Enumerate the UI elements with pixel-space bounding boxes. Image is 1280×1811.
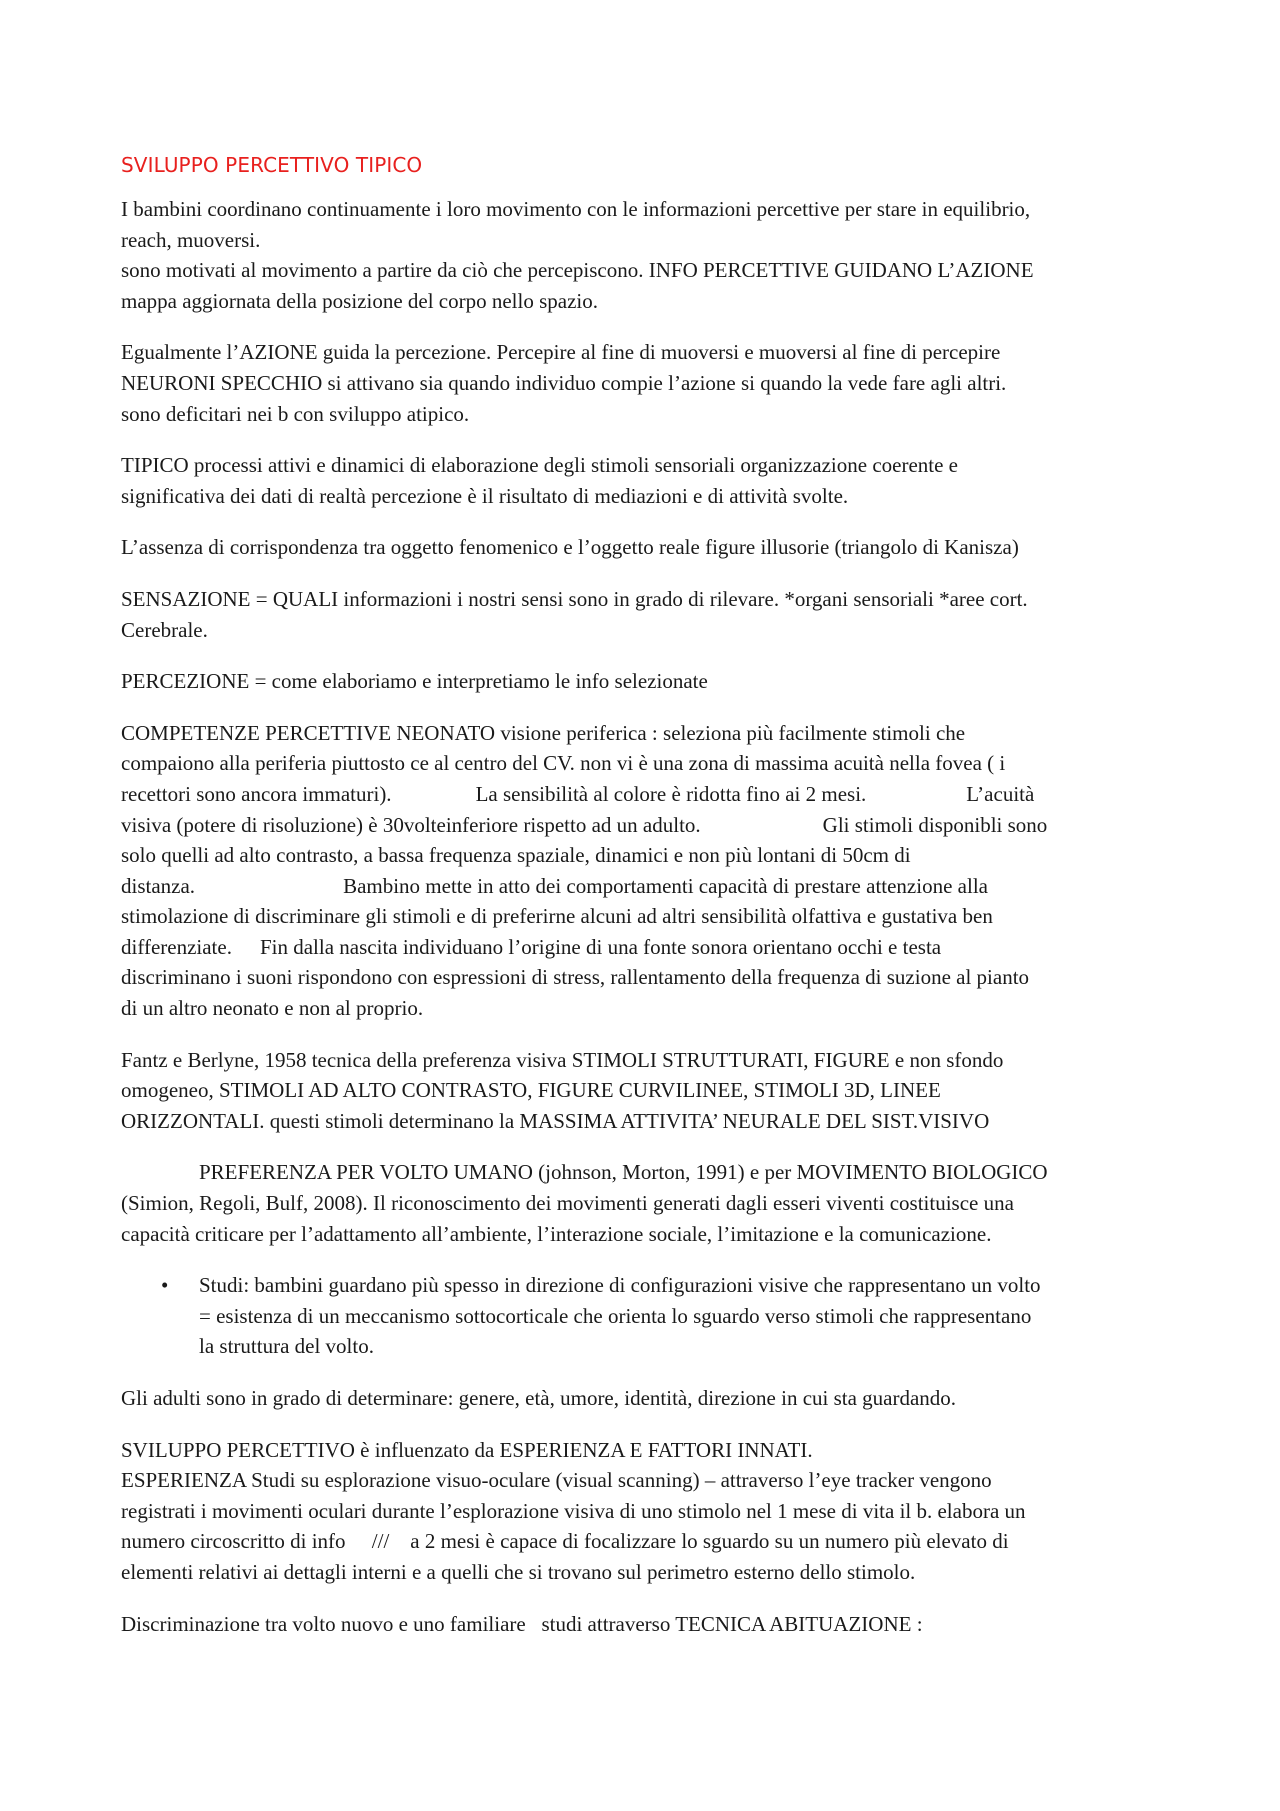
list-item	[121, 1270, 1166, 1362]
text-line: solo quelli ad alto contrasto, a bassa frequenza spaziale, dinamici e non più lontani di 50cm di	[121, 843, 911, 868]
text-line: significativa dei dati di realtà percezione è il risultato di mediazioni e di attività svolte.	[121, 483, 849, 508]
text-line: SVILUPPO PERCETTIVO è influenzato da ESPERIENZA E FATTORI INNATI.	[121, 1437, 813, 1462]
paragraph-5	[121, 584, 1166, 645]
text-segment: Gli stimoli disponibli sono	[822, 812, 1048, 837]
text-line: Fantz e Berlyne, 1958 tecnica della preferenza visiva STIMOLI STRUTTURATI, FIGURE e non sfondo	[121, 1047, 1004, 1072]
text-segment: differenziate.	[121, 934, 232, 959]
text-line: NEURONI SPECCHIO si attivano sia quando individuo compie l’azione si quando la vede fare agli altri.	[121, 370, 1007, 395]
text-line: registrati i movimenti oculari durante l’esplorazione visiva di uno stimolo nel 1 mese di vita il b. elabora un	[121, 1498, 1026, 1523]
text-line: ORIZZONTALI. questi stimoli determinano la MASSIMA ATTIVITA’ NEURALE DEL SIST.VISIVO	[121, 1108, 990, 1133]
paragraph-3	[121, 450, 1166, 511]
text-line: elementi relativi ai dettagli interni e a quelli che si trovano sul perimetro esterno dello stimolo.	[121, 1559, 916, 1584]
text-line: sono motivati al movimento a partire da ciò che percepiscono. INFO PERCETTIVE GUIDANO L’AZIONE	[121, 258, 1034, 283]
text-line: di un altro neonato e non al proprio.	[121, 996, 424, 1021]
text-line: compaiono alla periferia piuttosto ce al centro del CV. non vi è una zona di massima acuità nella fovea ( i	[121, 751, 1006, 776]
text-line: Egualmente l’AZIONE guida la percezione. Percepire al fine di muoversi e muoversi al fine di percepire	[121, 340, 1001, 365]
paragraph-2	[121, 337, 1166, 429]
text-line: (Simion, Regoli, Bulf, 2008). Il riconoscimento dei movimenti generati dagli esseri viventi costituisce una	[121, 1191, 1014, 1216]
paragraph-9	[121, 1157, 1166, 1249]
text-segment: L’acuità	[966, 781, 1035, 806]
paragraph-10	[121, 1383, 1166, 1414]
text-line: stimolazione di discriminare gli stimoli e di preferirne alcuni ad altri sensibilità olfattiva e gustativa ben	[121, 904, 993, 929]
bullet-icon: •	[161, 1273, 169, 1298]
paragraph-8	[121, 1045, 1166, 1137]
text-line	[121, 932, 1166, 963]
text-line	[121, 871, 1166, 902]
text-line	[121, 810, 1166, 841]
text-line: omogeneo, STIMOLI AD ALTO CONTRASTO, FIGURE CURVILINEE, STIMOLI 3D, LINEE	[121, 1078, 941, 1103]
text-line: discriminano i suoni rispondono con espressioni di stress, rallentamento della frequenza di suzione al pianto	[121, 965, 1030, 990]
text-line: PERCEZIONE = come elaboriamo e interpretiamo le info selezionate	[121, 669, 708, 694]
text-line: Cerebrale.	[121, 617, 208, 642]
text-line: la struttura del volto.	[199, 1334, 374, 1359]
paragraph-7	[121, 718, 1166, 1024]
text-line: mappa aggiornata della posizione del corpo nello spazio.	[121, 288, 599, 313]
text-segment: Fin dalla nascita individuano l’origine di una fonte sonora orientano occhi e testa	[259, 934, 942, 959]
text-line: ESPERIENZA Studi su esplorazione visuo-oculare (visual scanning) – attraverso l’eye tracker vengono	[121, 1468, 992, 1493]
text-line: Discriminazione tra volto nuovo e uno familiare studi attraverso TECNICA ABITUAZIONE :	[121, 1611, 923, 1636]
page-title: SVILUPPO PERCETTIVO TIPICO	[121, 153, 423, 177]
text-line: I bambini coordinano continuamente i loro movimento con le informazioni percettive per stare in equilibrio,	[121, 197, 1031, 221]
text-segment: visiva (potere di risoluzione) è 30volteinferiore rispetto ad un adulto.	[121, 812, 701, 837]
text-line: sono deficitari nei b con sviluppo atipico.	[121, 401, 470, 426]
text-line	[121, 1157, 1166, 1188]
text-segment: distanza.	[121, 873, 196, 898]
text-line: Gli adulti sono in grado di determinare: genere, età, umore, identità, direzione in cui sta guardando.	[121, 1386, 957, 1410]
text-line	[121, 779, 1166, 810]
text-line: TIPICO processi attivi e dinamici di elaborazione degli stimoli sensoriali organizzazione coerente e	[121, 453, 958, 478]
text-line: = esistenza di un meccanismo sottocorticale che orienta lo sguardo verso stimoli che rappresentano	[199, 1303, 1032, 1328]
paragraph-1	[121, 194, 1166, 316]
text-line: COMPETENZE PERCETTIVE NEONATO visione periferica : seleziona più facilmente stimoli che	[121, 720, 966, 745]
text-line: reach, muoversi.	[121, 227, 261, 252]
text-segment: recettori sono ancora immaturi).	[121, 781, 392, 806]
text-segment: La sensibilità al colore è ridotta fino ai 2 mesi.	[475, 781, 867, 806]
text-segment: Bambino mette in atto dei comportamenti capacità di prestare attenzione alla	[343, 873, 988, 898]
bullet-list	[121, 1270, 1166, 1362]
text-line: SENSAZIONE = QUALI informazioni i nostri sensi sono in grado di rilevare. *organi sensoriali *aree cort.	[121, 586, 1028, 611]
paragraph-4	[121, 532, 1166, 563]
text-line: L’assenza di corrispondenza tra oggetto fenomenico e l’oggetto reale figure illusorie (triangolo di Kanisza)	[121, 535, 1019, 560]
text-segment: PREFERENZA PER VOLTO UMANO (johnson, Morton, 1991) e per MOVIMENTO BIOLOGICO	[199, 1160, 1048, 1185]
text-line: Studi: bambini guardano più spesso in direzione di configurazioni visive che rappresentano un volto	[199, 1273, 1041, 1298]
document-body	[121, 150, 1166, 1660]
paragraph-11	[121, 1435, 1166, 1588]
paragraph-12	[121, 1609, 1166, 1640]
text-line: numero circoscritto di info /// a 2 mesi è capace di focalizzare lo sguardo su un numero più elevato di	[121, 1529, 1009, 1554]
paragraph-6	[121, 666, 1166, 697]
text-line: capacità criticare per l’adattamento all’ambiente, l’interazione sociale, l’imitazione e la comunicazione.	[121, 1221, 992, 1246]
